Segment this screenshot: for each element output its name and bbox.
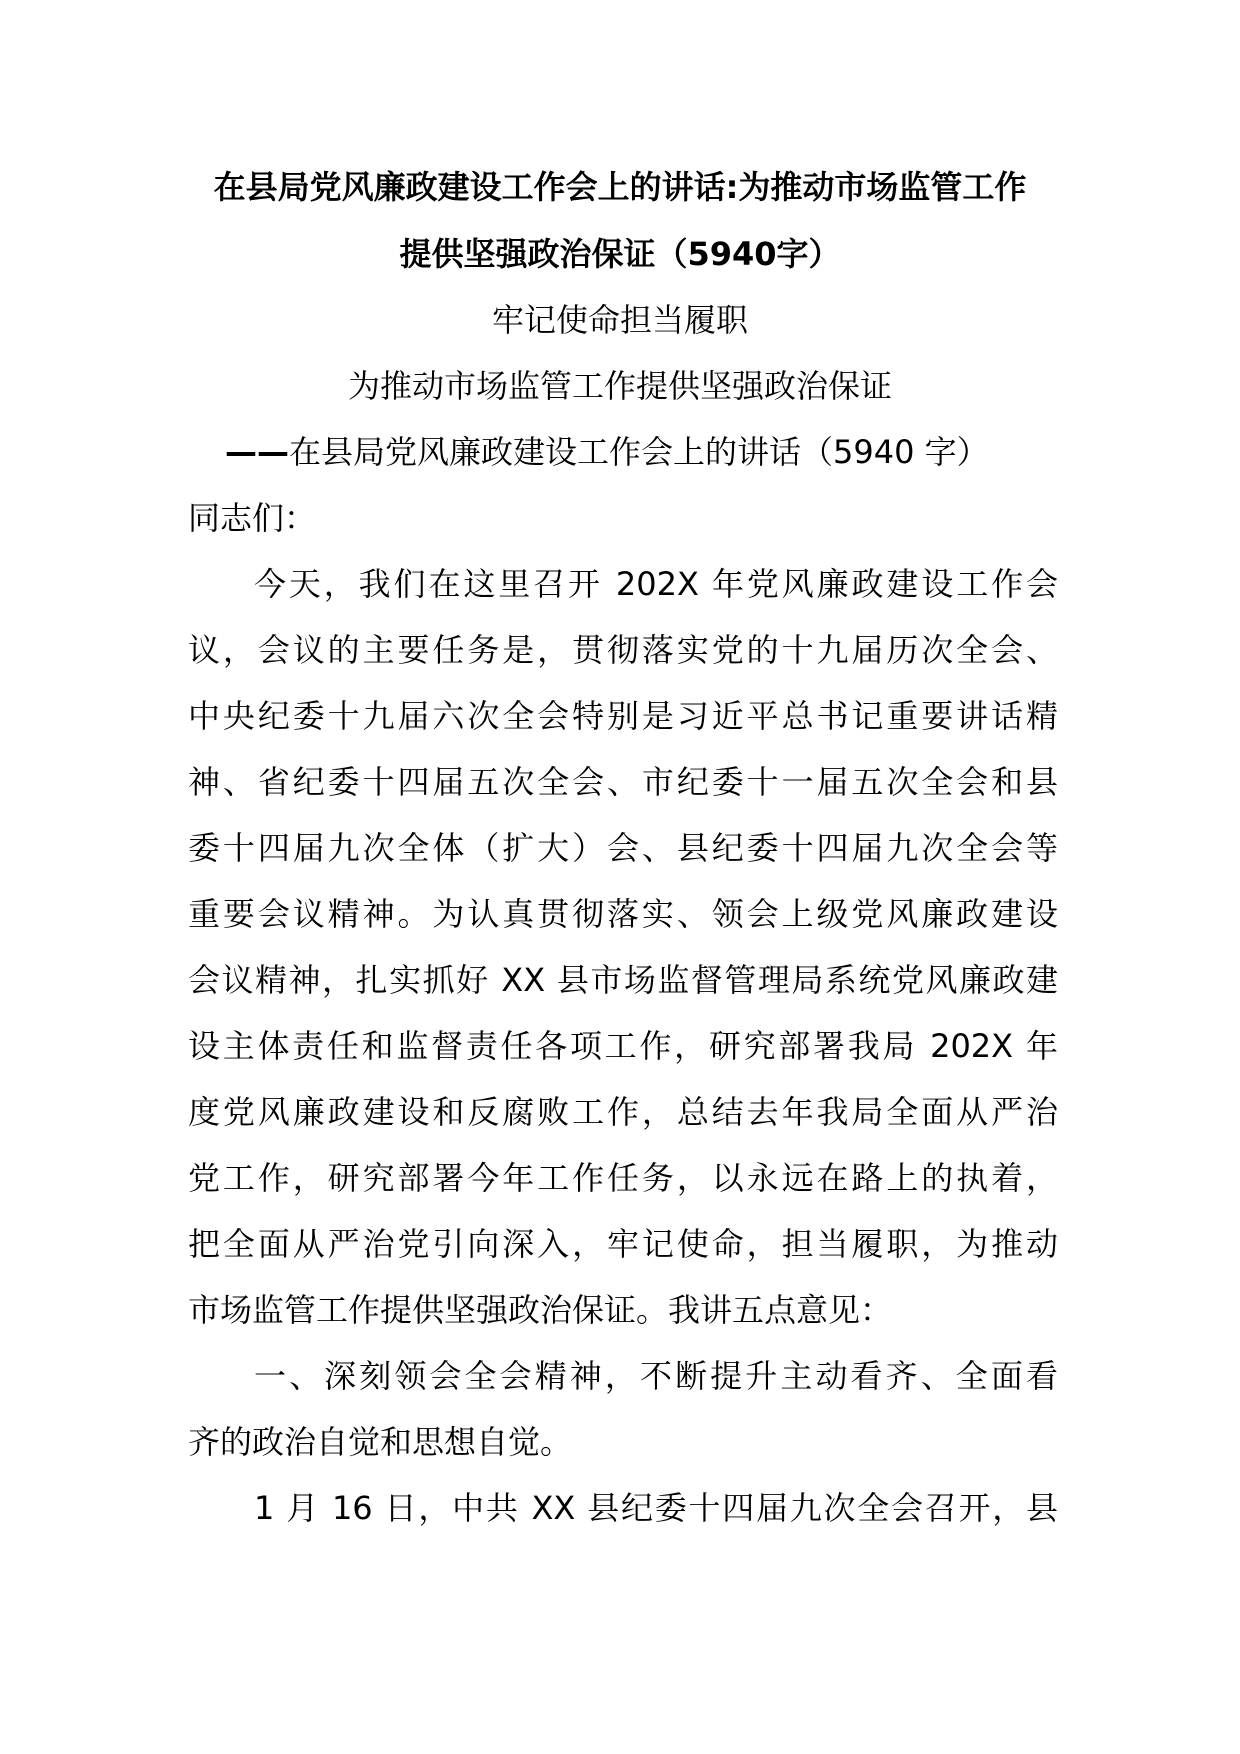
byline-dash: ——	[225, 433, 289, 471]
body-line: 把全面从严治党引向深入，牢记使命，担当履职，为推动	[188, 1225, 1058, 1263]
speech-subtitle-line-1: 牢记使命担当履职	[491, 301, 748, 339]
document-title-line-2: 提供坚强政治保证（5940字）	[399, 235, 841, 273]
body-line: 重要会议精神。为认真贯彻落实、领会上级党风廉政建设	[188, 895, 1058, 933]
body-line: 1 月 16 日，中共 XX 县纪委十四届九次全会召开，县	[254, 1489, 1058, 1527]
section-heading-line: 一、深刻领会全会精神，不断提升主动看齐、全面看	[254, 1357, 1058, 1395]
body-line: 会议精神，扎实抓好 XX 县市场监督管理局系统党风廉政建	[188, 961, 1058, 999]
body-line: 委十四届九次全体（扩大）会、县纪委十四届九次全会等	[188, 829, 1058, 867]
section-heading-line: 齐的政治自觉和思想自觉。	[188, 1423, 573, 1461]
document-title-line-1: 在县局党风廉政建设工作会上的讲话:为推动市场监管工作	[213, 168, 1027, 206]
salutation: 同志们：	[188, 499, 317, 537]
body-line: 设主体责任和监督责任各项工作，研究部署我局 202X 年	[188, 1027, 1058, 1065]
body-line: 度党风廉政建设和反腐败工作，总结去年我局全面从严治	[188, 1093, 1058, 1131]
body-line: 中央纪委十九届六次全会特别是习近平总书记重要讲话精	[188, 697, 1058, 735]
body-line: 今天，我们在这里召开 202X 年党风廉政建设工作会	[254, 565, 1058, 603]
body-line: 党工作，研究部署今年工作任务，以永远在路上的执着，	[188, 1159, 1058, 1197]
speech-subtitle-line-2: 为推动市场监管工作提供坚强政治保证	[347, 367, 892, 405]
body-line: 神、省纪委十四届五次全会、市纪委十一届五次全会和县	[188, 763, 1058, 801]
byline-text: 在县局党风廉政建设工作会上的讲话（5940 字）	[289, 433, 989, 471]
body-line: 市场监管工作提供坚强政治保证。我讲五点意见：	[188, 1291, 893, 1329]
body-line: 议，会议的主要任务是，贯彻落实党的十九届历次全会、	[188, 631, 1058, 669]
speech-byline	[225, 430, 989, 474]
